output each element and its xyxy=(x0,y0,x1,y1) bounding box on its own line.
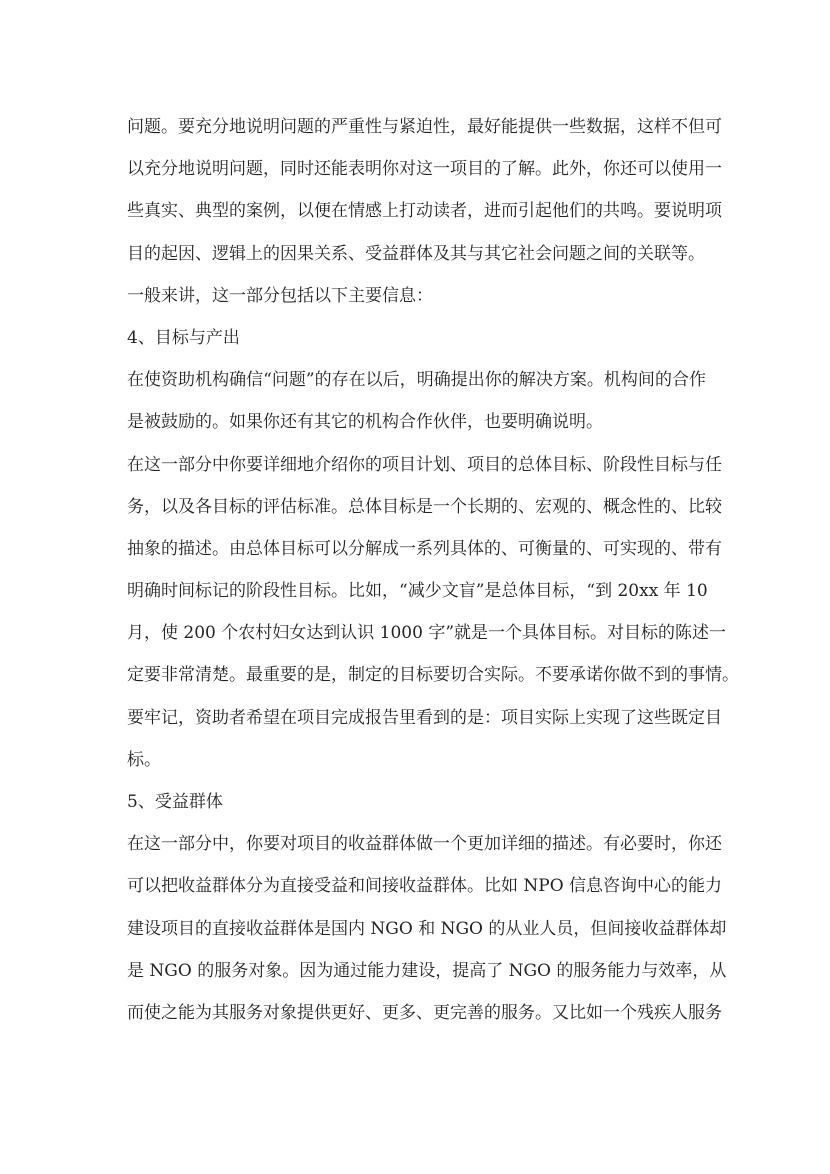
text-line: 务，以及各目标的评估标准。总体目标是一个长期的、宏观的、概念性的、比较 xyxy=(127,496,722,517)
text-line: 抽象的描述。由总体目标可以分解成一系列具体的、可衡量的、可实现的、带有 xyxy=(127,538,722,559)
text-line: 在这一部分中，你要对项目的收益群体做一个更加详细的描述。有必要时，你还 xyxy=(127,834,722,855)
text-line: 建设项目的直接收益群体是国内 NGO 和 NGO 的从业人员，但间接收益群体却 xyxy=(127,918,727,939)
text-line: 目的起因、逻辑上的因果关系、受益群体及其与其它社会问题之间的关联等。 xyxy=(127,243,705,264)
paragraph-solution xyxy=(127,359,706,443)
text-line: 些真实、典型的案例，以便在情感上打动读者，进而引起他们的共鸣。要说明项 xyxy=(127,201,722,222)
text-line: 标。 xyxy=(127,749,161,770)
paragraph-summary-intro xyxy=(127,275,706,317)
text-line: 在这一部分中你要详细地介绍你的项目计划、项目的总体目标、阶段性目标与任 xyxy=(127,454,722,475)
section-heading-goals xyxy=(127,317,706,359)
text-line: 要牢记，资助者希望在项目完成报告里看到的是：项目实际上实现了这些既定目 xyxy=(127,707,722,728)
text-line: 定要非常清楚。最重要的是，制定的目标要切合实际。不要承诺你做不到的事情。 xyxy=(127,665,739,686)
text-line: 可以把收益群体分为直接受益和间接收益群体。比如 NPO 信息咨询中心的能力 xyxy=(127,876,723,897)
text-line: 在使资助机构确信“问题”的存在以后，明确提出你的解决方案。机构间的合作 xyxy=(127,370,706,391)
text-line: 月，使 200 个农村妇女达到认识 1000 字”就是一个具体目标。对目标的陈述一 xyxy=(127,623,727,644)
text-line: 是 NGO 的服务对象。因为通过能力建设，提高了 NGO 的服务能力与效率，从 xyxy=(127,960,727,981)
heading-text: 5、受益群体 xyxy=(127,792,223,812)
text-line: 以充分地说明问题，同时还能表明你对这一项目的了解。此外，你还可以使用一 xyxy=(127,159,722,180)
section-heading-beneficiaries xyxy=(127,781,706,823)
text-line: 一般来讲，这一部分包括以下主要信息： xyxy=(127,285,433,306)
document-page xyxy=(127,106,739,1034)
text-line: 明确时间标记的阶段性目标。比如，“减少文盲”是总体目标，“到 20xx 年 10 xyxy=(127,581,708,602)
text-line: 问题。要充分地说明问题的严重性与紧迫性，最好能提供一些数据，这样不但可 xyxy=(127,117,722,137)
paragraph-beneficiaries xyxy=(127,823,727,1034)
paragraph-goals-detail xyxy=(127,444,739,782)
text-line: 而使之能为其服务对象提供更好、更多、更完善的服务。又比如一个残疾人服务 xyxy=(127,1002,722,1023)
heading-text: 4、目标与产出 xyxy=(127,327,240,348)
text-line: 是被鼓励的。如果你还有其它的机构合作伙伴，也要明确说明。 xyxy=(127,412,603,433)
paragraph-problem-description xyxy=(127,106,722,275)
